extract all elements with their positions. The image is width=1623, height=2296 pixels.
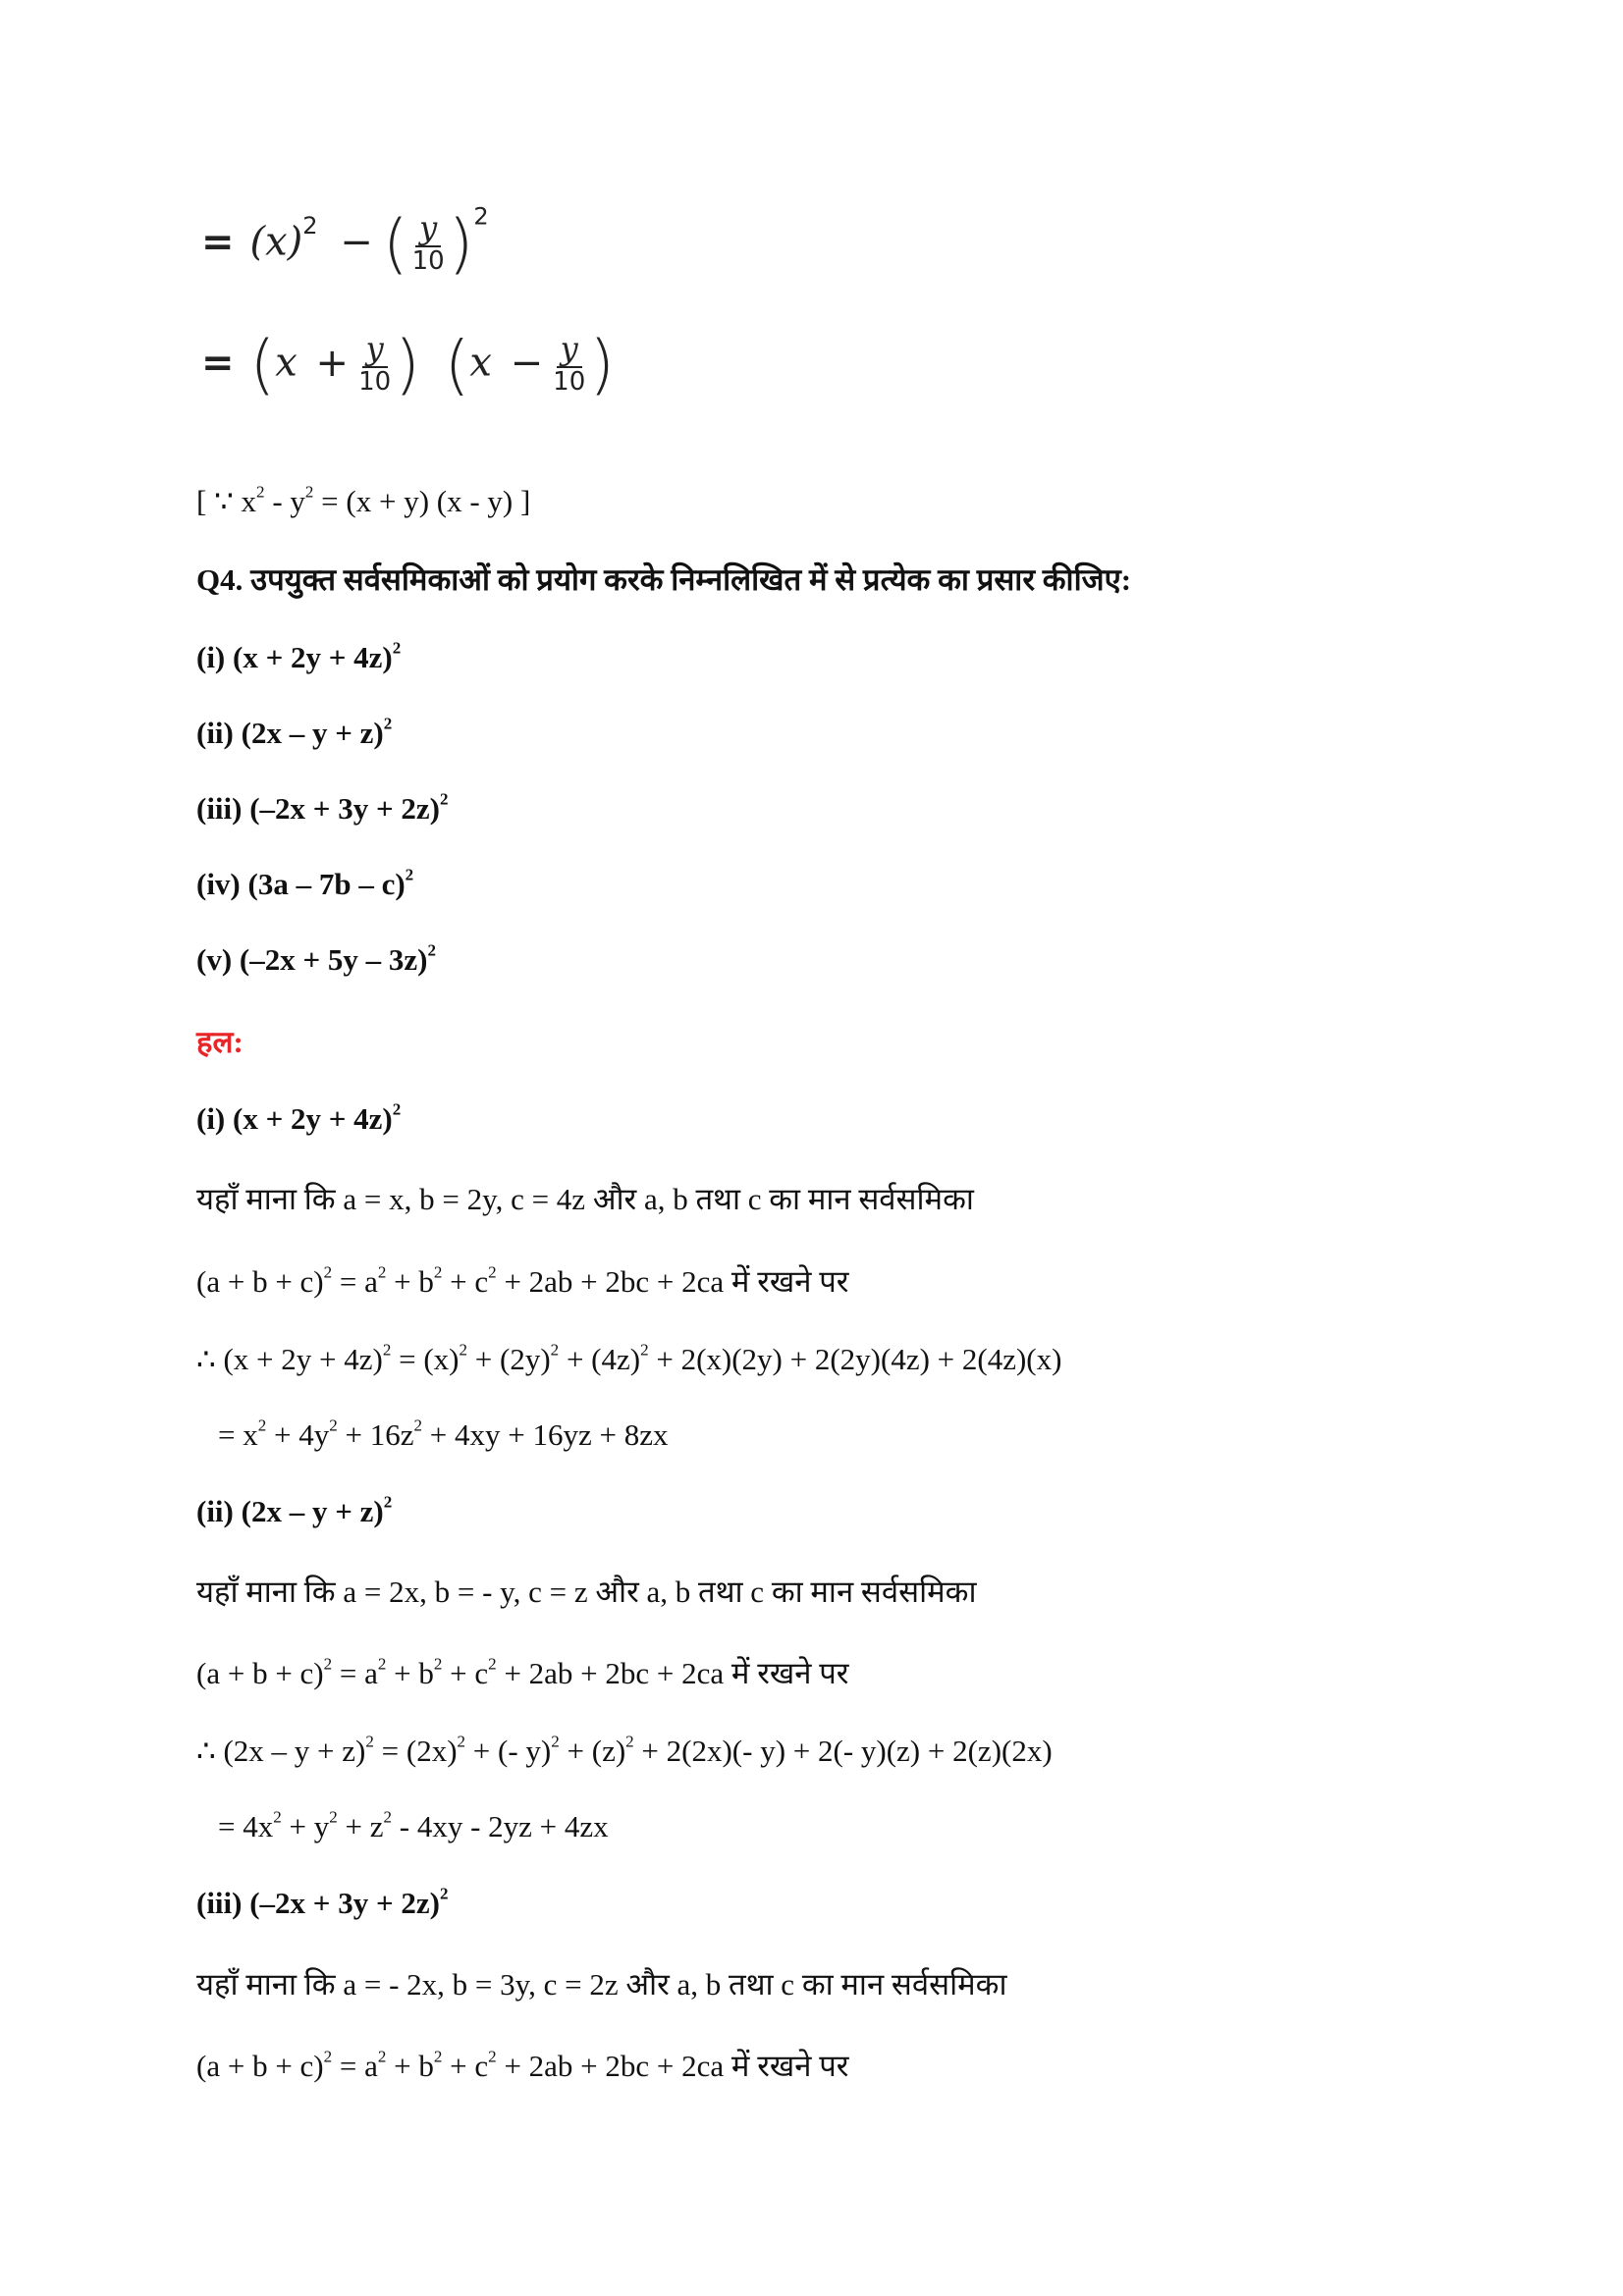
- exponent: 2: [273, 1807, 282, 1827]
- heading-text: (iii) (–2x + 3y + 2z): [196, 1886, 440, 1920]
- fraction-numerator: y: [362, 332, 388, 368]
- exponent: 2: [473, 202, 489, 231]
- math-text: + (z): [559, 1734, 626, 1768]
- heading-text: (ii) (2x – y + z): [196, 1494, 384, 1528]
- exponent: 2: [439, 789, 449, 809]
- fraction: [553, 332, 585, 398]
- equals-sign: =: [201, 340, 235, 386]
- exponent: 2: [488, 1262, 497, 1282]
- math-text: + 4xy + 16yz + 8zx: [422, 1417, 669, 1452]
- exponent: 2: [427, 940, 436, 960]
- math-text: + y: [281, 1809, 330, 1843]
- math-text: = a: [332, 1656, 378, 1690]
- solution-label: हल:: [196, 1025, 243, 1059]
- math-text: + z: [337, 1809, 384, 1843]
- plus-sign: +: [315, 340, 350, 386]
- exponent: 2: [439, 1884, 449, 1903]
- part-text: (ii) (2x – y + z): [196, 716, 384, 750]
- fraction-denominator: 10: [358, 367, 392, 398]
- math-text: + c: [442, 2049, 489, 2083]
- exponent: 2: [323, 1654, 333, 1674]
- exponent: 2: [329, 1807, 338, 1827]
- math-text: ∴ (x + 2y + 4z): [196, 1342, 383, 1376]
- fraction-numerator: y: [415, 211, 441, 247]
- left-paren: (: [249, 326, 276, 402]
- question-heading: [196, 561, 1131, 598]
- exponent: 2: [383, 1807, 393, 1827]
- exponent: 2: [257, 1415, 267, 1435]
- assumption-text: यहाँ माना कि a = 2x, b = - y, c = z और a, b तथा c का मान सर्वसमिका: [196, 1575, 977, 1609]
- math-line-2: [201, 326, 616, 402]
- math-text: + 2ab + 2bc + 2ca में रखने पर: [496, 2049, 849, 2083]
- assumption-text: यहाँ माना कि a = x, b = 2y, c = 4z और a, b तथा c का मान सर्वसमिका: [196, 1182, 974, 1216]
- math-text: + 2(x)(2y) + 2(2y)(4z) + 2(4z)(x): [648, 1342, 1062, 1376]
- exponent: 2: [256, 482, 265, 502]
- identity-line: [196, 1263, 849, 1300]
- fraction-denominator: 10: [411, 246, 445, 277]
- exponent: 2: [377, 1654, 387, 1674]
- right-paren: ): [589, 326, 616, 402]
- identity-line: [196, 2048, 849, 2084]
- minus-sign: −: [510, 340, 544, 386]
- solution-part-heading: [196, 1493, 392, 1529]
- identity-note: [196, 483, 530, 519]
- exponent: 2: [365, 1732, 374, 1751]
- exponent: 2: [405, 865, 414, 884]
- math-text: - 4xy - 2yz + 4zx: [392, 1809, 609, 1843]
- exponent: 2: [392, 1099, 402, 1119]
- math-variable: x: [469, 340, 492, 386]
- exponent: 2: [323, 2047, 333, 2066]
- math-text: + 16z: [337, 1417, 414, 1452]
- right-paren: ): [395, 326, 420, 402]
- math-text: = a: [332, 1264, 378, 1299]
- exponent: 2: [457, 1732, 466, 1751]
- fraction: [358, 332, 391, 398]
- math-text: + (- y): [465, 1734, 552, 1768]
- math-text: + 2(2x)(- y) + 2(- y)(z) + 2(z)(2x): [633, 1734, 1053, 1768]
- question-part: [196, 639, 401, 675]
- expansion-line: [196, 1341, 1061, 1377]
- note-text: - y: [264, 484, 305, 518]
- exponent: 2: [433, 2047, 443, 2066]
- math-text: + 2ab + 2bc + 2ca में रखने पर: [496, 1264, 849, 1299]
- exponent: 2: [640, 1340, 649, 1360]
- exponent: 2: [383, 714, 393, 733]
- expansion-line: [196, 1733, 1053, 1769]
- exponent: 2: [459, 1340, 468, 1360]
- math-text: + (4z): [559, 1342, 641, 1376]
- fraction-numerator: y: [557, 332, 582, 368]
- fraction-denominator: 10: [553, 367, 586, 398]
- question-label: Q4.: [196, 562, 251, 597]
- math-text: (a + b + c): [196, 1264, 324, 1299]
- exponent: 2: [377, 1262, 387, 1282]
- exponent: 2: [433, 1654, 443, 1674]
- note-text: [ ∵ x: [196, 484, 257, 518]
- math-line-1: [201, 202, 489, 282]
- question-part: [196, 790, 449, 827]
- exponent: 2: [488, 1654, 497, 1674]
- math-text: + b: [386, 1656, 434, 1690]
- minus-sign: −: [340, 219, 373, 265]
- part-text: (iv) (3a – 7b – c): [196, 867, 406, 901]
- note-text: = (x + y) (x - y) ]: [313, 484, 531, 518]
- question-part: [196, 866, 413, 902]
- exponent: 2: [382, 1340, 392, 1360]
- exponent: 2: [323, 1262, 333, 1282]
- math-text: + 2ab + 2bc + 2ca में रखने पर: [496, 1656, 849, 1690]
- exponent: 2: [433, 1262, 443, 1282]
- math-text: = (2x): [373, 1734, 458, 1768]
- math-text: (a + b + c): [196, 2049, 324, 2083]
- exponent: 2: [383, 1492, 393, 1512]
- exponent: 2: [392, 638, 402, 658]
- math-text: ∴ (2x – y + z): [196, 1734, 366, 1768]
- math-text: = x: [218, 1417, 258, 1452]
- left-paren: (: [444, 326, 470, 402]
- result-line: [218, 1808, 609, 1844]
- math-text: = (x): [391, 1342, 460, 1376]
- assumption-text: यहाँ माना कि a = - 2x, b = 3y, c = 2z और a, b तथा c का मान सर्वसमिका: [196, 1967, 1007, 2002]
- solution-part-heading: [196, 1885, 449, 1921]
- question-part: [196, 715, 392, 751]
- exponent: 2: [304, 482, 314, 502]
- exponent: 2: [302, 211, 318, 240]
- exponent: 2: [488, 2047, 497, 2066]
- math-text: = a: [332, 2049, 378, 2083]
- math-text: + (2y): [467, 1342, 551, 1376]
- exponent: 2: [329, 1415, 338, 1435]
- math-text: + c: [442, 1264, 489, 1299]
- exponent: 2: [550, 1340, 560, 1360]
- solution-part-heading: [196, 1100, 401, 1137]
- math-text: (a + b + c): [196, 1656, 324, 1690]
- math-text: + 4y: [266, 1417, 330, 1452]
- heading-text: (i) (x + 2y + 4z): [196, 1101, 393, 1136]
- left-paren: (: [382, 205, 408, 282]
- exponent: 2: [413, 1415, 423, 1435]
- question-text: उपयुक्त सर्वसमिकाओं को प्रयोग करके निम्नलिखित में से प्रत्येक का प्रसार कीजिए:: [250, 562, 1132, 597]
- math-text: + b: [386, 1264, 434, 1299]
- math-term: (x): [249, 219, 303, 265]
- math-text: + c: [442, 1656, 489, 1690]
- exponent: 2: [551, 1732, 560, 1751]
- right-paren: ): [448, 205, 474, 282]
- part-text: (i) (x + 2y + 4z): [196, 640, 393, 674]
- math-variable: x: [275, 340, 298, 386]
- identity-line: [196, 1655, 849, 1691]
- exponent: 2: [377, 2047, 387, 2066]
- part-text: (v) (–2x + 5y – 3z): [196, 942, 428, 977]
- fraction: [412, 211, 445, 277]
- result-line: [218, 1416, 668, 1453]
- equals-sign: =: [201, 219, 235, 265]
- exponent: 2: [625, 1732, 634, 1751]
- math-text: = 4x: [218, 1809, 274, 1843]
- math-text: + b: [386, 2049, 434, 2083]
- question-part: [196, 941, 436, 978]
- part-text: (iii) (–2x + 3y + 2z): [196, 791, 440, 826]
